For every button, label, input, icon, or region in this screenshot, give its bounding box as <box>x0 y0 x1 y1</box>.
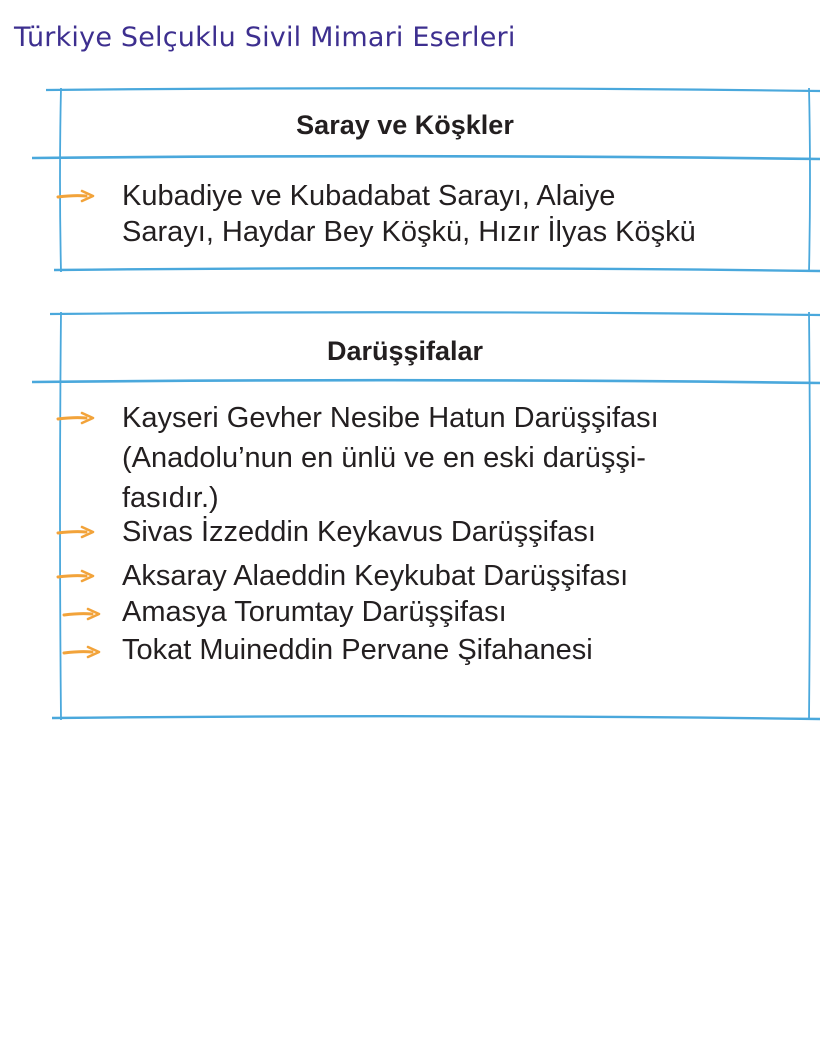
list-item-line: Tokat Muineddin Pervane Şifahanesi <box>122 634 593 666</box>
section-saray-ve-koskler <box>30 88 780 272</box>
list-item-line: Kubadiye ve Kubadabat Sarayı, Alaiye <box>122 180 616 212</box>
arrow-right-icon <box>56 524 96 540</box>
arrow-right-icon <box>62 606 102 622</box>
list-item-line: Sivas İzzeddin Keykavus Darüşşifası <box>122 516 596 548</box>
arrow-right-icon <box>62 644 102 660</box>
list-item-line: Aksaray Alaeddin Keykubat Darüşşifası <box>122 560 629 592</box>
list-item-line: Sarayı, Haydar Bey Köşkü, Hızır İlyas Köşkü <box>122 216 696 248</box>
list-item-line: Amasya Torumtay Darüşşifası <box>122 596 507 628</box>
list-item-line: (Anadolu’nun en ünlü ve en eski darüşşi- <box>122 442 646 474</box>
arrow-right-icon <box>56 410 96 426</box>
section-heading: Darüşşifalar <box>326 336 484 366</box>
page-title: Türkiye Selçuklu Sivil Mimari Eserleri <box>14 22 516 53</box>
list-item-line: Kayseri Gevher Nesibe Hatun Darüşşifası <box>122 402 659 434</box>
section-heading: Saray ve Köşkler <box>296 110 514 140</box>
arrow-right-icon <box>56 188 96 204</box>
section-darussifalar <box>30 312 780 720</box>
arrow-right-icon <box>56 568 96 584</box>
list-item-line: fasıdır.) <box>122 482 219 514</box>
